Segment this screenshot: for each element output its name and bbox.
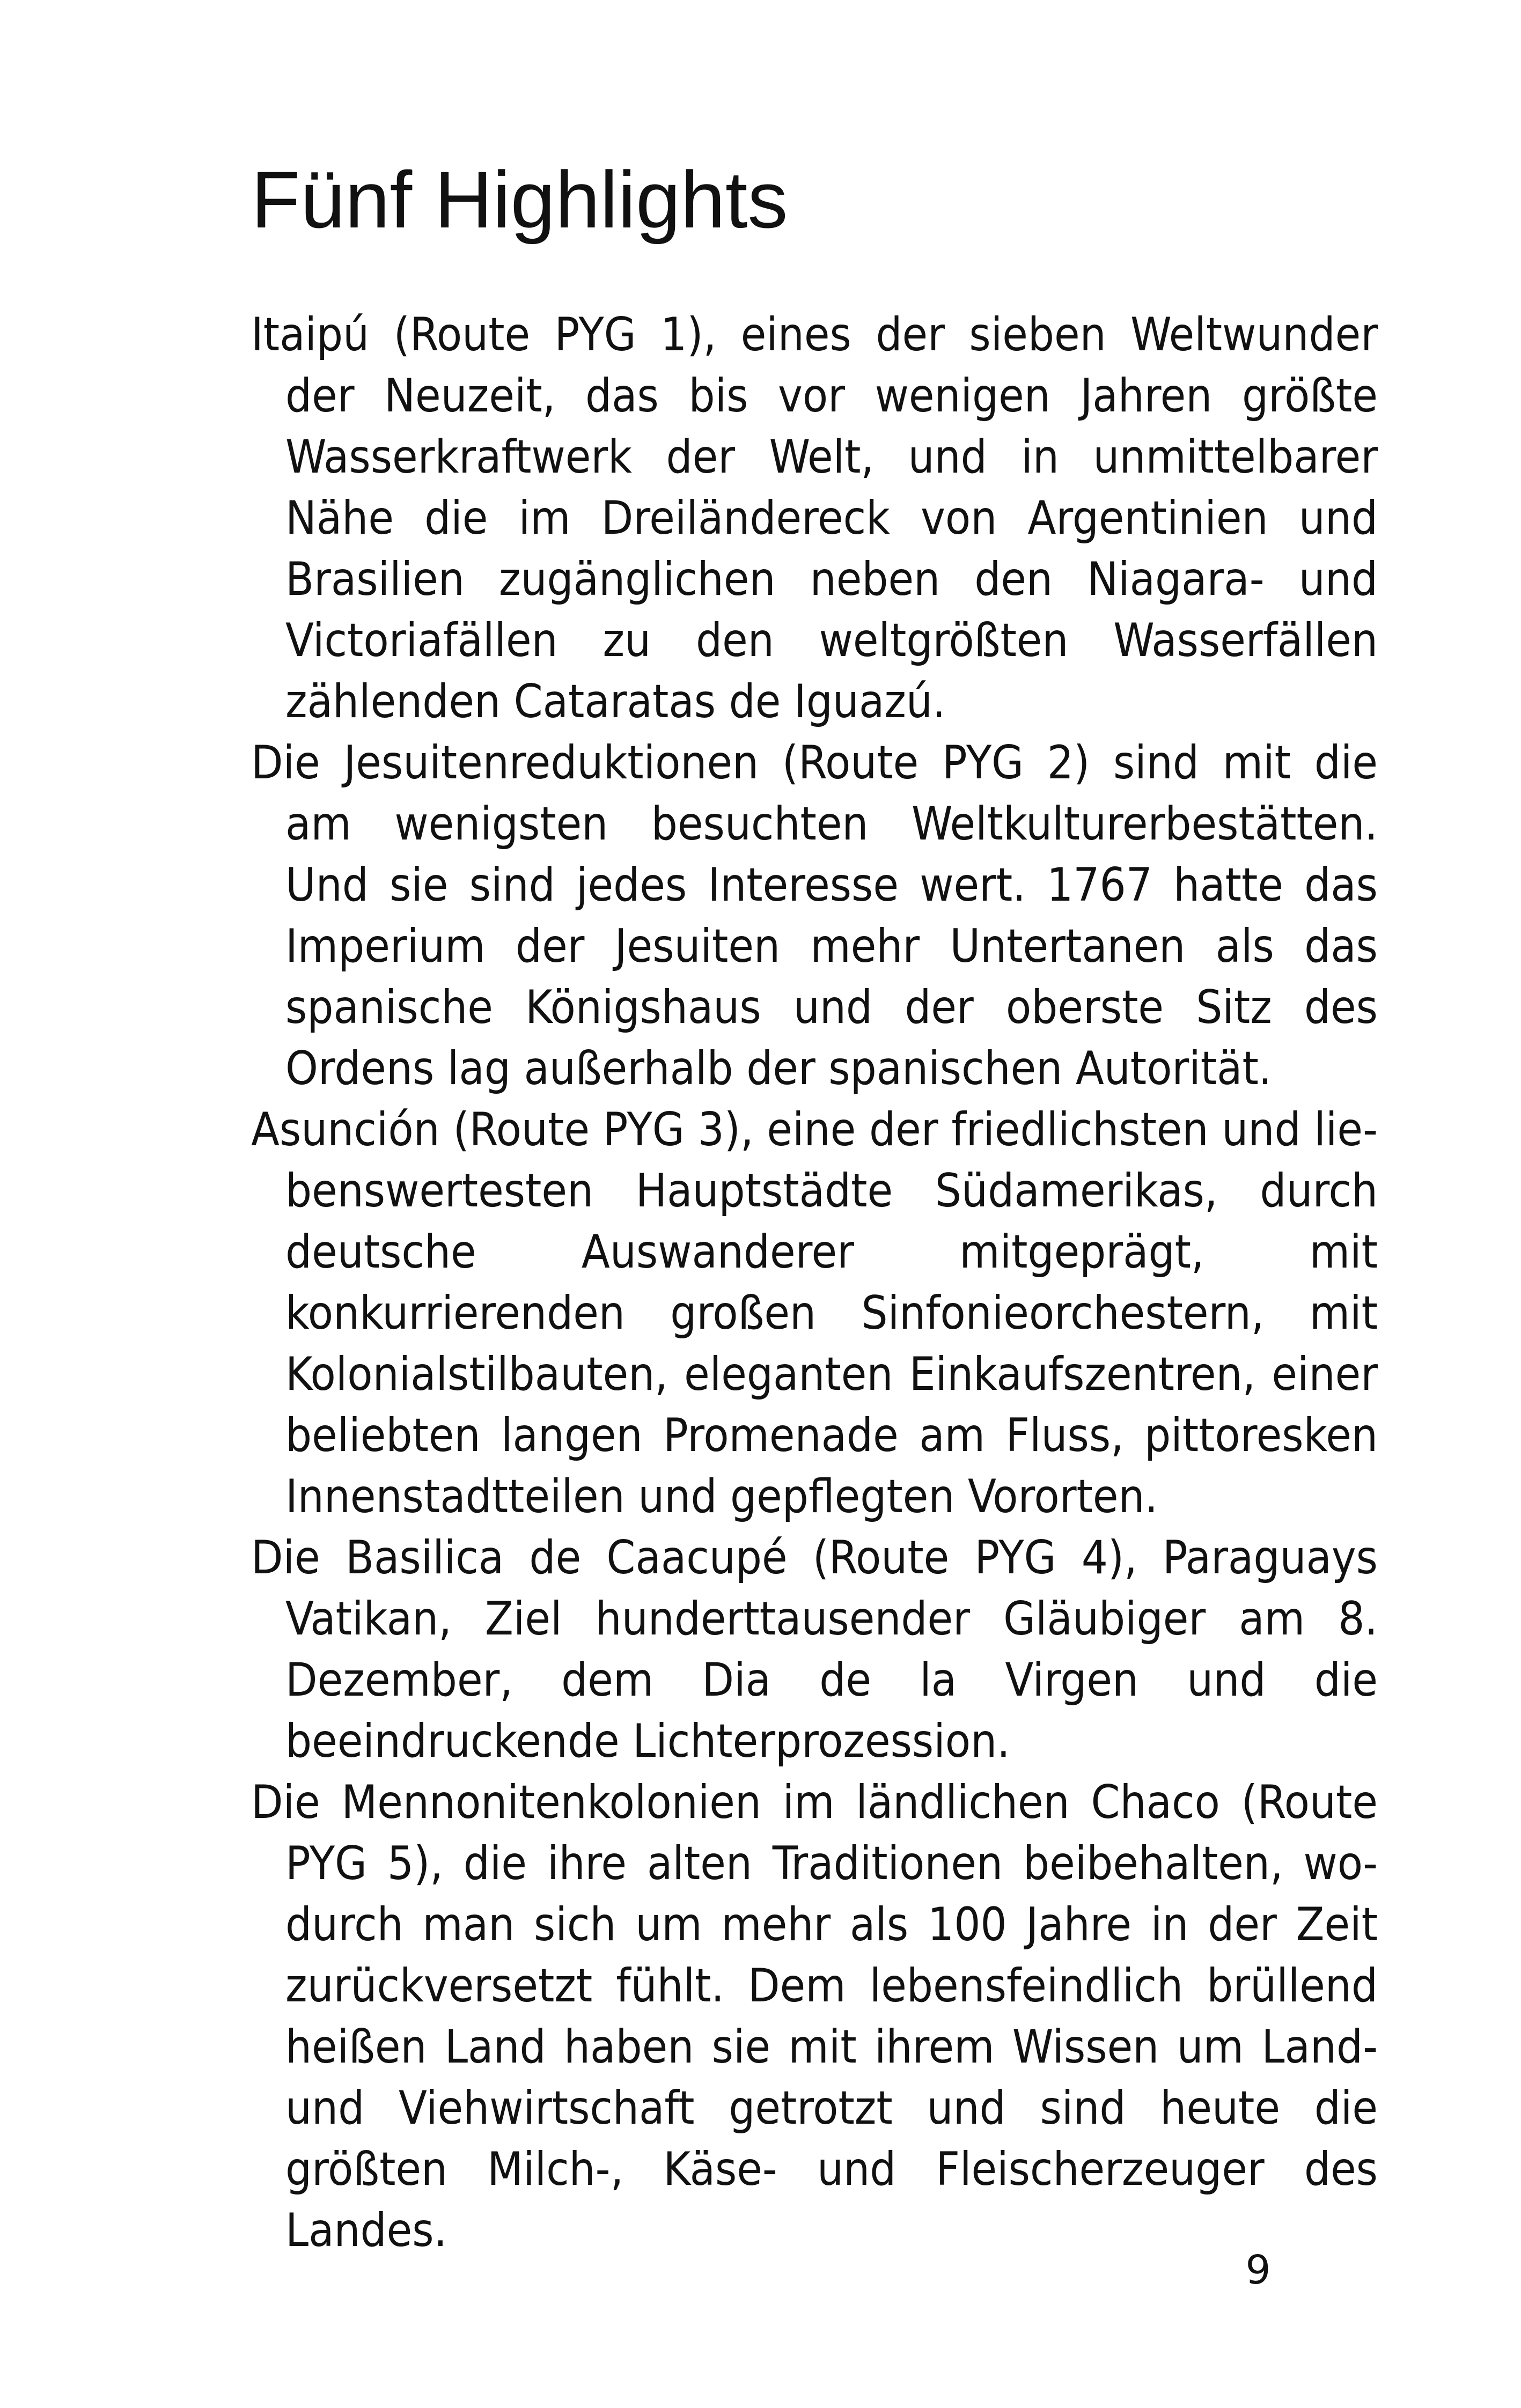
highlight-mennonite-colonies: Die Mennonitenkolonien im ländlichen Chaco (Route PYG 5), die ihre alten Traditionen beibehalten, wodurch man sich um mehr als 100 Jahre in der Zeit zurückversetzt fühlt. Dem lebensfeindlich brüllend heißen Land haben sie mit ihrem Wissen um Land- und Viehwirtschaft getrotzt und sind heute die größten Milch-, Käse- und Fleischerzeuger des Landes.	[251, 1776, 1378, 2257]
highlight-asuncion: Asunción (Route PYG 3), eine der friedlichsten und liebenswertesten Hauptstädte Südamerikas, durch deutsche Auswanderer mitgeprägt, mit konkurrierenden großen Sinfonieorchestern, mit Kolonialstilbauten, eleganten Einkaufszentren, einer beliebten langen Promenade am Fluss, pittoresken Innenstadtteilen und gepflegten Vororten.	[251, 1103, 1378, 1523]
page-heading: Fünf Highlights	[251, 154, 788, 245]
highlight-caacupe-basilica: Die Basilica de Caacupé (Route PYG 4), Paraguays Vatikan, Ziel hunderttausender Gläubiger am 8. Dezember, dem Dia de la Virgen und die beeindruckende Lichterprozession.	[251, 1531, 1378, 1768]
highlights-list	[251, 304, 1378, 2261]
highlight-itaipu: Itaipú (Route PYG 1), eines der sieben Weltwunder der Neuzeit, das bis vor wenigen Jahren größte Wasserkraftwerk der Welt, und in unmittelbarer Nähe die im Dreiländereck von Argentinien und Brasilien zugänglichen neben den Niagara- und Victoriafällen zu den weltgrößten Wasserfällen zählenden Cataratas de Iguazú.	[251, 308, 1378, 728]
highlight-jesuit-reductions: Die Jesuitenreduktionen (Route PYG 2) sind mit die am wenigsten besuchten Weltkulturerbestätten. Und sie sind jedes Interesse wert. 1767 hatte das Imperium der Jesuiten mehr Untertanen als das spanische Königshaus und der oberste Sitz des Ordens lag außerhalb der spanischen Autorität.	[251, 736, 1378, 1095]
page-number: 9	[1245, 2247, 1271, 2293]
